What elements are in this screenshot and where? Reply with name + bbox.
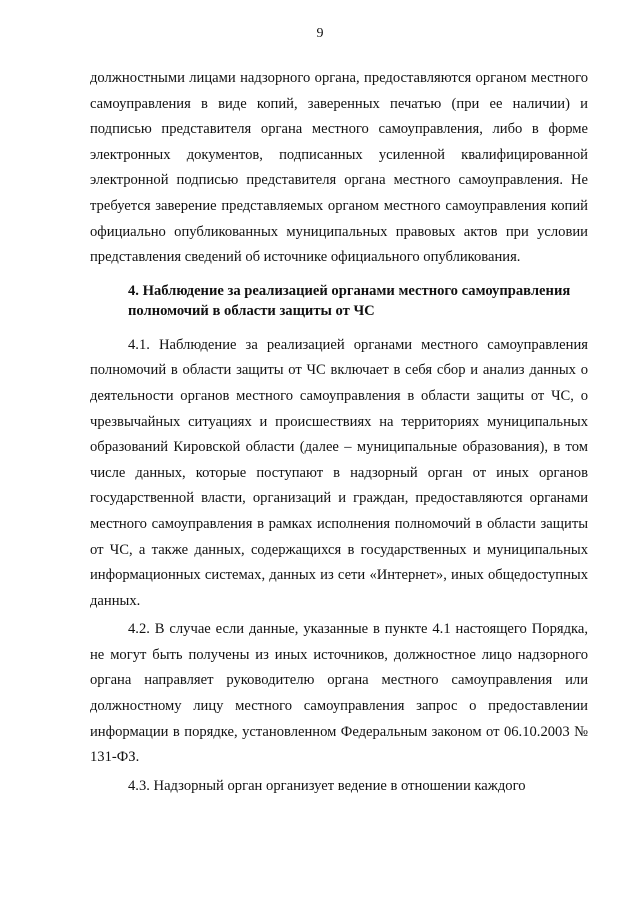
section-heading-line-2: полномочий в области защиты от ЧС	[128, 302, 375, 319]
paragraph-4-3: 4.3. Надзорный орган организует ведение в отношении каждого	[128, 777, 526, 794]
intro-paragraph: должностными лицами надзорного органа, предоставляются органом местного самоуправления в виде копий, заверенных печатью (при ее наличии) и подписью представителя органа местного самоуправления, либо в форме электронных документов, подписанных усиленной квалифицированной электронной подписью представителя органа местного самоуправления. Не требуется заверение представляемых органом местного самоуправления копий официально опубликованных муниципальных правовых актов при условии представления сведений об источнике официального опубликования.	[90, 70, 588, 266]
section-heading-line-1: 4. Наблюдение за реализацией органами местного самоуправления	[128, 282, 571, 299]
document-body	[90, 66, 588, 799]
paragraph-4-1: 4.1. Наблюдение за реализацией органами местного самоуправления полномочий в области защиты от ЧС включает в себя сбор и анализ данных о деятельности органов местного самоуправления в области защиты от ЧС, о чрезвычайных ситуациях и происшествиях на территориях муниципальных образований Кировской области (далее – муниципальные образования), в том числе данных, которые поступают в надзорный орган от иных органов государственной власти, организаций и граждан, предоставляются органами местного самоуправления в рамках исполнения полномочий в области защиты от ЧС, а также данных, содержащихся в государственных и муниципальных информационных системах, данных из сети «Интернет», иных общедоступных данных.	[90, 336, 588, 609]
page-number: 9	[316, 26, 324, 41]
section-heading	[90, 281, 588, 321]
paragraph-4-2: 4.2. В случае если данные, указанные в пункте 4.1 настоящего Порядка, не могут быть получены из иных источников, должностное лицо надзорного органа направляет руководителю органа местного самоуправления или должностному лицу местного самоуправления запрос о предоставлении информации в порядке, установленном Федеральным законом от 06.10.2003 № 131-ФЗ.	[90, 621, 588, 766]
